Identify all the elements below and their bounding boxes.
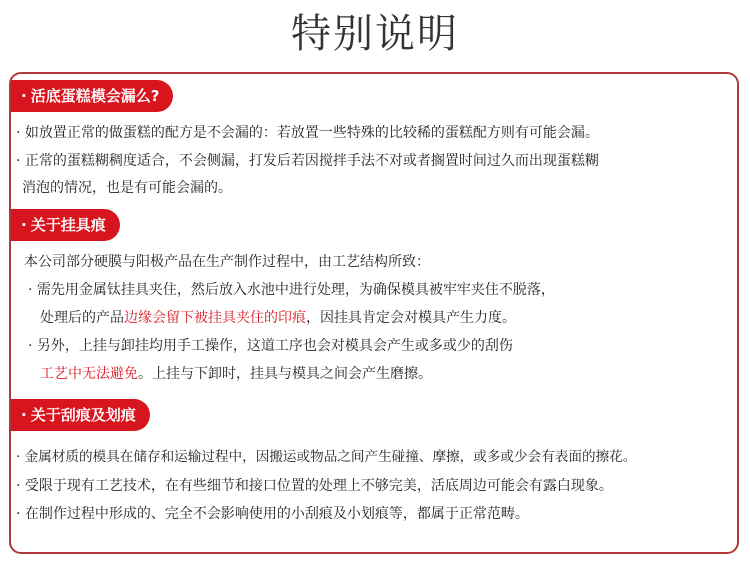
- text-line: · 金属材质的模具在储存和运输过程中，因搬运或物品之间产生碰撞、摩擦，或多或少会有表面的擦花。: [16, 449, 637, 465]
- section-heading-hanger-marks: [11, 209, 120, 241]
- text-line: · 在制作过程中形成的、完全不会影响使用的小刮痕及小划痕等，都属于正常范畴。: [16, 506, 529, 522]
- section-heading-leak: [11, 80, 173, 112]
- bullet-dot-icon: ·: [21, 87, 27, 105]
- text-segment: ，因挂具肯定会对模具产生力度。: [306, 310, 516, 326]
- highlight-text: 边缘会留下被挂具夹住的印痕: [124, 310, 306, 326]
- section-heading-label: 关于刮痕及划痕: [30, 406, 136, 424]
- text-line: · 正常的蛋糕糊稠度适合，不会侧漏，打发后若因搅拌手法不对或者搁置时间过久而出现蛋糕糊: [16, 153, 599, 169]
- text-line-highlighted: [40, 308, 516, 328]
- text-line: · 需先用金属钛挂具夹住，然后放入水池中进行处理，为确保模具被牢牢夹住不脱落，: [28, 282, 555, 298]
- text-line: 消泡的情况，也是有可能会漏的。: [22, 180, 232, 196]
- text-line: · 受限于现有工艺技术，在有些细节和接口位置的处理上不够完美，活底周边可能会有露白现象。: [16, 478, 613, 494]
- text-line: · 另外，上挂与卸挂均用手工操作，这道工序也会对模具会产生或多或少的刮伤: [28, 338, 513, 354]
- bullet-dot-icon: ·: [21, 216, 27, 234]
- page-title: 特别说明: [291, 11, 459, 57]
- text-segment: 。上挂与下卸时，挂具与模具之间会产生磨擦。: [138, 366, 432, 382]
- section-heading-label: 活底蛋糕模会漏么?: [30, 87, 160, 105]
- bullet-dot-icon: ·: [21, 406, 27, 424]
- text-line: · 如放置正常的做蛋糕的配方是不会漏的：若放置一些特殊的比较稀的蛋糕配方则有可能会漏。: [16, 125, 599, 141]
- section-heading-scratches: [11, 399, 150, 431]
- text-line: 本公司部分硬膜与阳极产品在生产制作过程中，由工艺结构所致：: [24, 254, 430, 270]
- text-line-highlighted: [40, 364, 432, 384]
- text-segment: 处理后的产品: [40, 310, 124, 326]
- highlight-text: 工艺中无法避免: [40, 366, 138, 382]
- section-heading-label: 关于挂具痕: [30, 216, 106, 234]
